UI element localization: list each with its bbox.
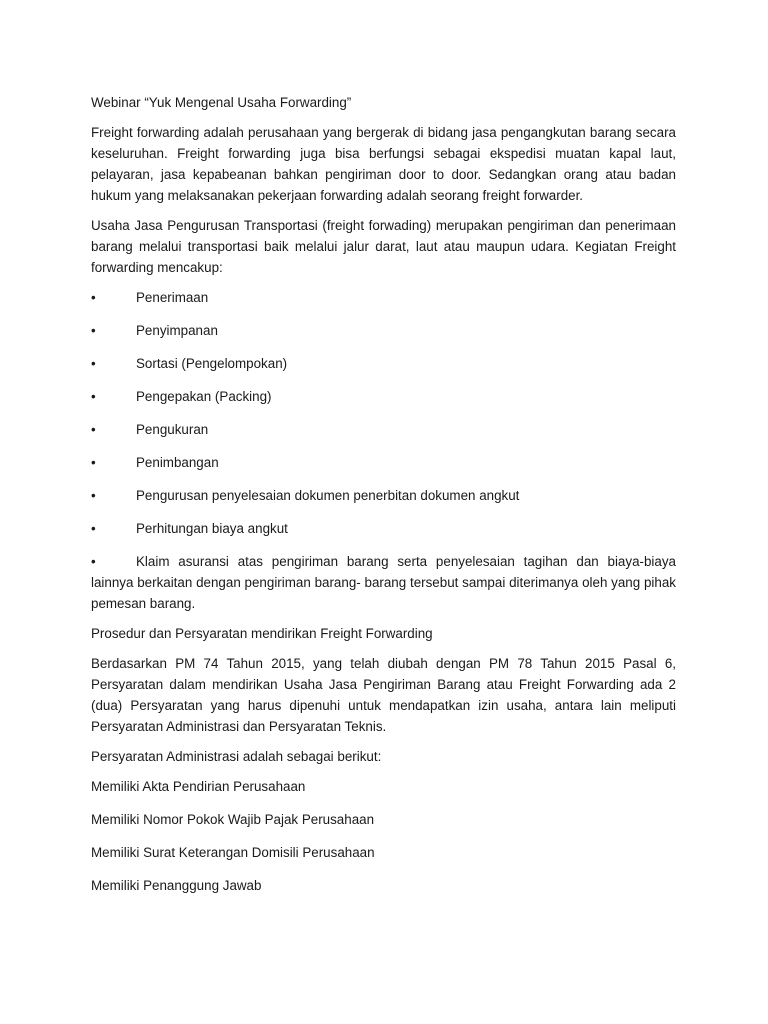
bullet-icon: •	[91, 356, 96, 371]
bullet-icon: •	[91, 422, 96, 437]
section-heading-procedure: Prosedur dan Persyaratan mendirikan Freight Forwarding	[91, 626, 433, 641]
document-title: Webinar “Yuk Mengenal Usaha Forwarding”	[91, 95, 352, 110]
requirement-item: Memiliki Akta Pendirian Perusahaan	[91, 779, 306, 794]
bullet-icon: •	[91, 521, 96, 536]
requirement-item: Memiliki Penanggung Jawab	[91, 878, 262, 893]
paragraph-definition: Freight forwarding adalah perusahaan yang bergerak di bidang jasa pengangkutan barang secara keseluruhan. Freight forwarding juga bisa berfungsi sebagai ekspedisi muatan kapal laut, pelayaran, jasa kepabeanan bahkan pengiriman door to door. Sedangkan orang atau badan hukum yang melaksanakan pekerjaan forwarding adalah seorang freight forwarder.	[91, 125, 676, 203]
bullet-icon: •	[91, 290, 96, 305]
list-item: • Pengukuran	[91, 419, 676, 440]
list-item: • Penyimpanan	[91, 320, 676, 341]
bullet-icon: •	[91, 455, 96, 470]
requirement-item: Memiliki Surat Keterangan Domisili Perusahaan	[91, 845, 375, 860]
bullet-icon: •	[91, 323, 96, 338]
paragraph-scope: Usaha Jasa Pengurusan Transportasi (freight forwading) merupakan pengiriman dan penerimaan barang melalui transportasi baik melalui jalur darat, laut atau maupun udara. Kegiatan Freight forwarding mencakup:	[91, 218, 676, 275]
list-item: • Penerimaan	[91, 287, 676, 308]
bullet-icon: •	[91, 389, 96, 404]
list-item: • Penimbangan	[91, 452, 676, 473]
list-item: • Pengurusan penyelesaian dokumen penerbitan dokumen angkut	[91, 485, 676, 506]
bullet-icon: •	[91, 554, 96, 569]
activity-list	[91, 287, 676, 539]
section-heading-admin-requirements: Persyaratan Administrasi adalah sebagai berikut:	[91, 749, 382, 764]
list-item: • Pengepakan (Packing)	[91, 386, 676, 407]
requirement-item: Memiliki Nomor Pokok Wajib Pajak Perusahaan	[91, 812, 375, 827]
bullet-icon: •	[91, 488, 96, 503]
document-page	[91, 92, 676, 908]
list-item: • Sortasi (Pengelompokan)	[91, 353, 676, 374]
list-item-long: • Klaim asuransi atas pengiriman barang serta penyelesaian tagihan dan biaya-biaya lainnya berkaitan dengan pengiriman barang- barang tersebut sampai diterimanya oleh yang pihak pemesan barang.	[91, 551, 676, 614]
list-item: • Perhitungan biaya angkut	[91, 518, 676, 539]
paragraph-regulation: Berdasarkan PM 74 Tahun 2015, yang telah diubah dengan PM 78 Tahun 2015 Pasal 6, Persyaratan dalam mendirikan Usaha Jasa Pengiriman Barang atau Freight Forwarding ada 2 (dua) Persyaratan yang harus dipenuhi untuk mendapatkan izin usaha, antara lain meliputi Persyaratan Administrasi dan Persyaratan Teknis.	[91, 656, 676, 734]
